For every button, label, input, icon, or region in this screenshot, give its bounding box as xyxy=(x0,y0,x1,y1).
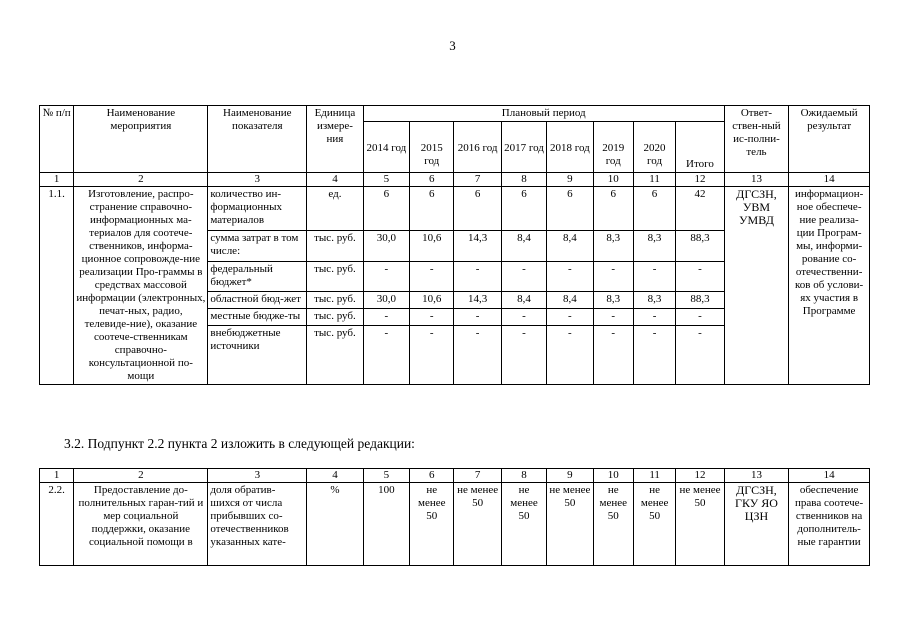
value-cell: - xyxy=(454,326,501,385)
col-number: 11 xyxy=(633,173,675,187)
value-cell: - xyxy=(501,326,546,385)
value-cell: 30,0 xyxy=(363,231,409,262)
value-cell: - xyxy=(633,261,675,292)
value-cell: 14,3 xyxy=(454,231,501,262)
value-cell: 6 xyxy=(454,187,501,231)
col-number: 2 xyxy=(74,173,208,187)
measure-text: Предоставление до-полнительных гаран-тий и мер социальной поддержки, оказание социальной помощи в xyxy=(74,483,208,566)
value-cell: - xyxy=(593,309,633,326)
table-row xyxy=(40,187,870,231)
value-cell: не менее 50 xyxy=(454,483,501,566)
value-cell: - xyxy=(633,309,675,326)
value-cell: 8,4 xyxy=(547,231,593,262)
total-cell: - xyxy=(676,326,725,385)
column-numbers-row xyxy=(40,173,870,187)
unit-cell: ед. xyxy=(307,187,363,231)
value-cell: - xyxy=(410,261,454,292)
indicator-cell: доля обратив-шихся от числа прибывших со-отечественников указанных кате- xyxy=(208,483,307,566)
value-cell: - xyxy=(363,261,409,292)
value-cell: 8,3 xyxy=(633,231,675,262)
col-number: 3 xyxy=(208,173,307,187)
col-number: 11 xyxy=(633,469,675,483)
executor-text: ДГСЗН, ГКУ ЯО ЦЗН xyxy=(724,483,789,566)
value-cell: - xyxy=(501,261,546,292)
col-number: 5 xyxy=(363,469,409,483)
header-year: 2020 год xyxy=(633,122,675,173)
value-cell: 100 xyxy=(363,483,409,566)
value-cell: - xyxy=(454,261,501,292)
value-cell: 8,3 xyxy=(593,231,633,262)
col-number: 9 xyxy=(547,173,593,187)
value-cell: - xyxy=(547,309,593,326)
value-cell: не менее 50 xyxy=(501,483,546,566)
value-cell: - xyxy=(363,326,409,385)
col-number: 10 xyxy=(593,173,633,187)
col-number: 6 xyxy=(410,173,454,187)
value-cell: 6 xyxy=(593,187,633,231)
value-cell: 30,0 xyxy=(363,292,409,309)
page-number: 3 xyxy=(449,38,456,53)
header-year: 2017 год xyxy=(501,122,546,173)
col-number: 8 xyxy=(501,173,546,187)
value-cell: 6 xyxy=(547,187,593,231)
header-year: 2016 год xyxy=(454,122,501,173)
unit-cell: тыс. руб. xyxy=(307,309,363,326)
unit-cell: тыс. руб. xyxy=(307,326,363,385)
indicator-cell: сумма затрат в том числе: xyxy=(208,231,307,262)
header-year: 2014 год xyxy=(363,122,409,173)
plan-table xyxy=(39,105,870,385)
value-cell: - xyxy=(547,326,593,385)
col-number: 5 xyxy=(363,173,409,187)
unit-cell: тыс. руб. xyxy=(307,261,363,292)
value-cell: 10,6 xyxy=(410,231,454,262)
value-cell: 8,4 xyxy=(547,292,593,309)
value-cell: 6 xyxy=(410,187,454,231)
col-number: 14 xyxy=(789,469,870,483)
total-cell: - xyxy=(676,309,725,326)
column-numbers-row xyxy=(40,469,870,483)
value-cell: 8,4 xyxy=(501,292,546,309)
value-cell: - xyxy=(410,309,454,326)
header-row xyxy=(40,106,870,122)
header-total: Итого xyxy=(676,122,725,173)
unit-cell: тыс. руб. xyxy=(307,231,363,262)
item-number: 2.2. xyxy=(40,483,74,566)
col-number: 9 xyxy=(547,469,593,483)
executor-text: ДГСЗН, УВМ УМВД xyxy=(724,187,789,385)
value-cell: не менее 50 xyxy=(410,483,454,566)
value-cell: 6 xyxy=(363,187,409,231)
value-cell: - xyxy=(593,261,633,292)
col-number: 12 xyxy=(676,173,725,187)
value-cell: не менее 50 xyxy=(676,483,724,566)
col-number: 14 xyxy=(789,173,870,187)
col-number: 2 xyxy=(74,469,208,483)
col-number: 8 xyxy=(501,469,546,483)
total-cell: 88,3 xyxy=(676,292,725,309)
indicator-cell: областной бюд-жет xyxy=(208,292,307,309)
unit-cell: тыс. руб. xyxy=(307,292,363,309)
section-note: 3.2. Подпункт 2.2 пункта 2 изложить в следующей редакции: xyxy=(64,436,415,451)
value-cell: - xyxy=(547,261,593,292)
total-cell: - xyxy=(676,261,725,292)
col-number: 6 xyxy=(410,469,454,483)
col-number: 12 xyxy=(676,469,724,483)
header-result: Ожидаемый результат xyxy=(789,106,870,173)
indicator-cell: количество ин-формационных материалов xyxy=(208,187,307,231)
col-number: 3 xyxy=(208,469,307,483)
value-cell: 8,3 xyxy=(593,292,633,309)
value-cell: 6 xyxy=(501,187,546,231)
result-text: информацион-ное обеспече-ние реализа-ции Програм-мы, информи-рование со-отечественни-ков об услови-ях участия в Программе xyxy=(789,187,870,385)
header-year: 2019 год xyxy=(593,122,633,173)
value-cell: 14,3 xyxy=(454,292,501,309)
unit-cell: % xyxy=(307,483,363,566)
table-row xyxy=(40,483,870,566)
col-number: 7 xyxy=(454,173,501,187)
header-indicator: Наименование показателя xyxy=(208,106,307,173)
value-cell: - xyxy=(501,309,546,326)
col-number: 1 xyxy=(40,173,74,187)
header-executor: Ответ-ствен-ный ис-полни-тель xyxy=(724,106,789,173)
col-number: 4 xyxy=(307,173,363,187)
value-cell: - xyxy=(410,326,454,385)
total-cell: 42 xyxy=(676,187,725,231)
total-cell: 88,3 xyxy=(676,231,725,262)
col-number: 13 xyxy=(724,469,789,483)
value-cell: не менее 50 xyxy=(593,483,633,566)
header-year: 2018 год xyxy=(547,122,593,173)
header-num: № п/п xyxy=(40,106,74,173)
value-cell: - xyxy=(593,326,633,385)
value-cell: - xyxy=(633,326,675,385)
col-number: 10 xyxy=(593,469,633,483)
value-cell: - xyxy=(454,309,501,326)
value-cell: 8,4 xyxy=(501,231,546,262)
result-text: обеспечение права соотече-ственников на дополнитель-ные гарантии xyxy=(789,483,870,566)
col-number: 7 xyxy=(454,469,501,483)
header-measure: Наименование мероприятия xyxy=(74,106,208,173)
value-cell: не менее 50 xyxy=(633,483,675,566)
indicator-cell: федеральный бюджет* xyxy=(208,261,307,292)
indicator-cell: местные бюдже-ты xyxy=(208,309,307,326)
item-number: 1.1. xyxy=(40,187,74,385)
col-number: 1 xyxy=(40,469,74,483)
col-number: 4 xyxy=(307,469,363,483)
col-number: 13 xyxy=(724,173,789,187)
value-cell: 6 xyxy=(633,187,675,231)
value-cell: 10,6 xyxy=(410,292,454,309)
value-cell: - xyxy=(363,309,409,326)
indicator-cell: внебюджетные источники xyxy=(208,326,307,385)
value-cell: не менее 50 xyxy=(547,483,593,566)
header-year: 2015 год xyxy=(410,122,454,173)
plan-table-continued xyxy=(39,468,870,566)
value-cell: 8,3 xyxy=(633,292,675,309)
header-unit: Единица измере-ния xyxy=(307,106,363,173)
header-period: Плановый период xyxy=(363,106,724,122)
measure-text: Изготовление, распро-странение справочно-информационных ма-териалов для соотече-ственников, информа-ционное сопровожде-ние реализации Про-граммы в средствах массовой информации (электронных, печат-ных, радио, телевиде-ние), оказание соотече-ственникам справочно-консультационной по-мощи xyxy=(74,187,208,385)
